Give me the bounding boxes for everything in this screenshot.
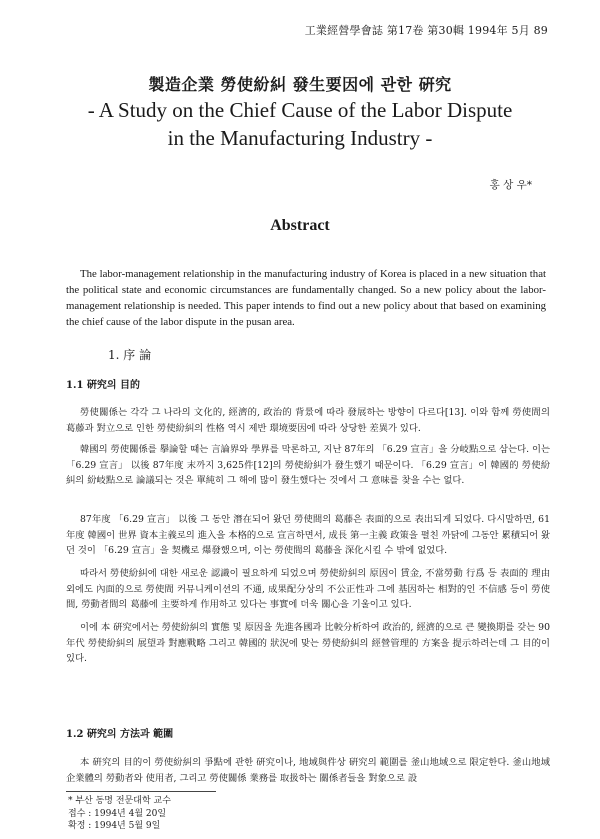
body-paragraph: 87年度 「6.29 宣言」 以後 그 동안 潛在되어 왔던 勞使間의 葛藤은 表面的으로 表出되게 되었다. 다시말하면, 61年度 韓國이 世界 資本主義로의 進入을 本格的으로 宣言하면서, 成長 第一主義 政策을 펼친 까닭에 그동안 累積되어 왔던 것이 「6.29 宣言」을 契機로 爆發했으며, 이는 勞使間의 葛藤을 深化시킬 수 밖에 없었다. <box>66 514 550 556</box>
abstract-heading: Abstract <box>270 217 330 234</box>
running-head: 工業經營學會誌 第17卷 第30輯 1994年 5月 89 <box>304 24 548 37</box>
body-paragraph: 따라서 勞使紛糾에 대한 새로운 認識이 필요하게 되었으며 勞使紛糾의 原因이 賃金, 不當勞動 行爲 등 表面的 理由 외에도 內面的으로 勞使間 커뮤니케이션의 不通, 成果配分상의 不公正性과 그에 基因하는 相對的인 不信感 등이 勞使間, 勞動者間의 葛藤에 主要하게 作用하고 있다는 事實에 더욱 關心을 기울이고 있다. <box>66 568 550 610</box>
footnote-affiliation: * 부산 동명 전문대학 교수 <box>68 796 171 806</box>
footnotes <box>68 795 171 833</box>
abstract-body: The labor-management relationship in the manufacturing industry of Korea is placed in a new situation that the political state and economic circumstances are fundamentally changed. So a new policy about the labor-management relationship is needed. This paper intends to find out a new policy about that based on examining the chief cause of the labor dispute in the pusan area. <box>66 268 546 328</box>
body-paragraph: 本 硏究의 目的이 勞使紛糾의 爭點에 관한 硏究이나, 地域與件상 硏究의 範圍를 釜山地域으로 限定한다. 釜山地域 企業體의 勞動者와 使用者, 그리고 勞使關係 業務를 取扱하는 關係者들을 對象으로 設 <box>66 757 550 784</box>
subsection-heading-purpose: 1.1 硏究의 目的 <box>66 380 141 391</box>
title-english-line2: in the Manufacturing Industry - <box>167 126 433 150</box>
author-name: 홍 상 우* <box>489 179 532 191</box>
body-paragraph: 이에 本 硏究에서는 勞使紛糾의 實態 및 原因을 先進各國과 比較分析하여 政治的, 經濟的으로 큰 變換期를 갖는 90年代 勞使紛糾의 展望과 對應戰略 그리고 韓國的 狀況에 맞는 勞使紛糾의 經營管理的 方案을 提示하려는데 그 目的이 있다. <box>66 622 550 664</box>
title-korean: 製造企業 勞使紛糾 發生要因에 관한 硏究 <box>148 75 452 94</box>
footnote-received: 접수 : 1994년 4월 20일 <box>68 808 167 819</box>
title-english-line1: - A Study on the Chief Cause of the Labor Dispute <box>87 98 513 122</box>
body-paragraph: 勞使關係는 각각 그 나라의 文化的, 經濟的, 政治的 背景에 따라 發展하는 방향이 다르다[13]. 이와 함께 勞使間의 葛藤과 對立으로 인한 勞使紛糾의 性格 역시 제반 環境要因에 따라 상당한 差異가 있다. <box>66 407 550 434</box>
footnote-accepted: 확정 : 1994년 5월 9일 <box>68 821 161 831</box>
footnote-divider <box>66 791 216 792</box>
body-paragraph: 韓國의 勞使關係를 擧論할 때는 言論界와 學界를 막론하고, 지난 87年의 「6.29 宣言」을 分岐點으로 삼는다. 이는 「6.29 宣言」 以後 87年度 末까지 3,625件[12]의 勞使紛糾가 發生했기 때문이다. 「6.29 宣言」이 韓國的 勞使紛糾의 紛岐點으로 論議되는 것은 單純히 그 해에 많이 發生했다는 것에서 그 意味를 찾을 수는 없다. <box>66 444 550 486</box>
section-heading-introduction: 1. 序 論 <box>108 348 152 362</box>
subsection-heading-method: 1.2 硏究의 方法과 範圍 <box>66 729 174 740</box>
